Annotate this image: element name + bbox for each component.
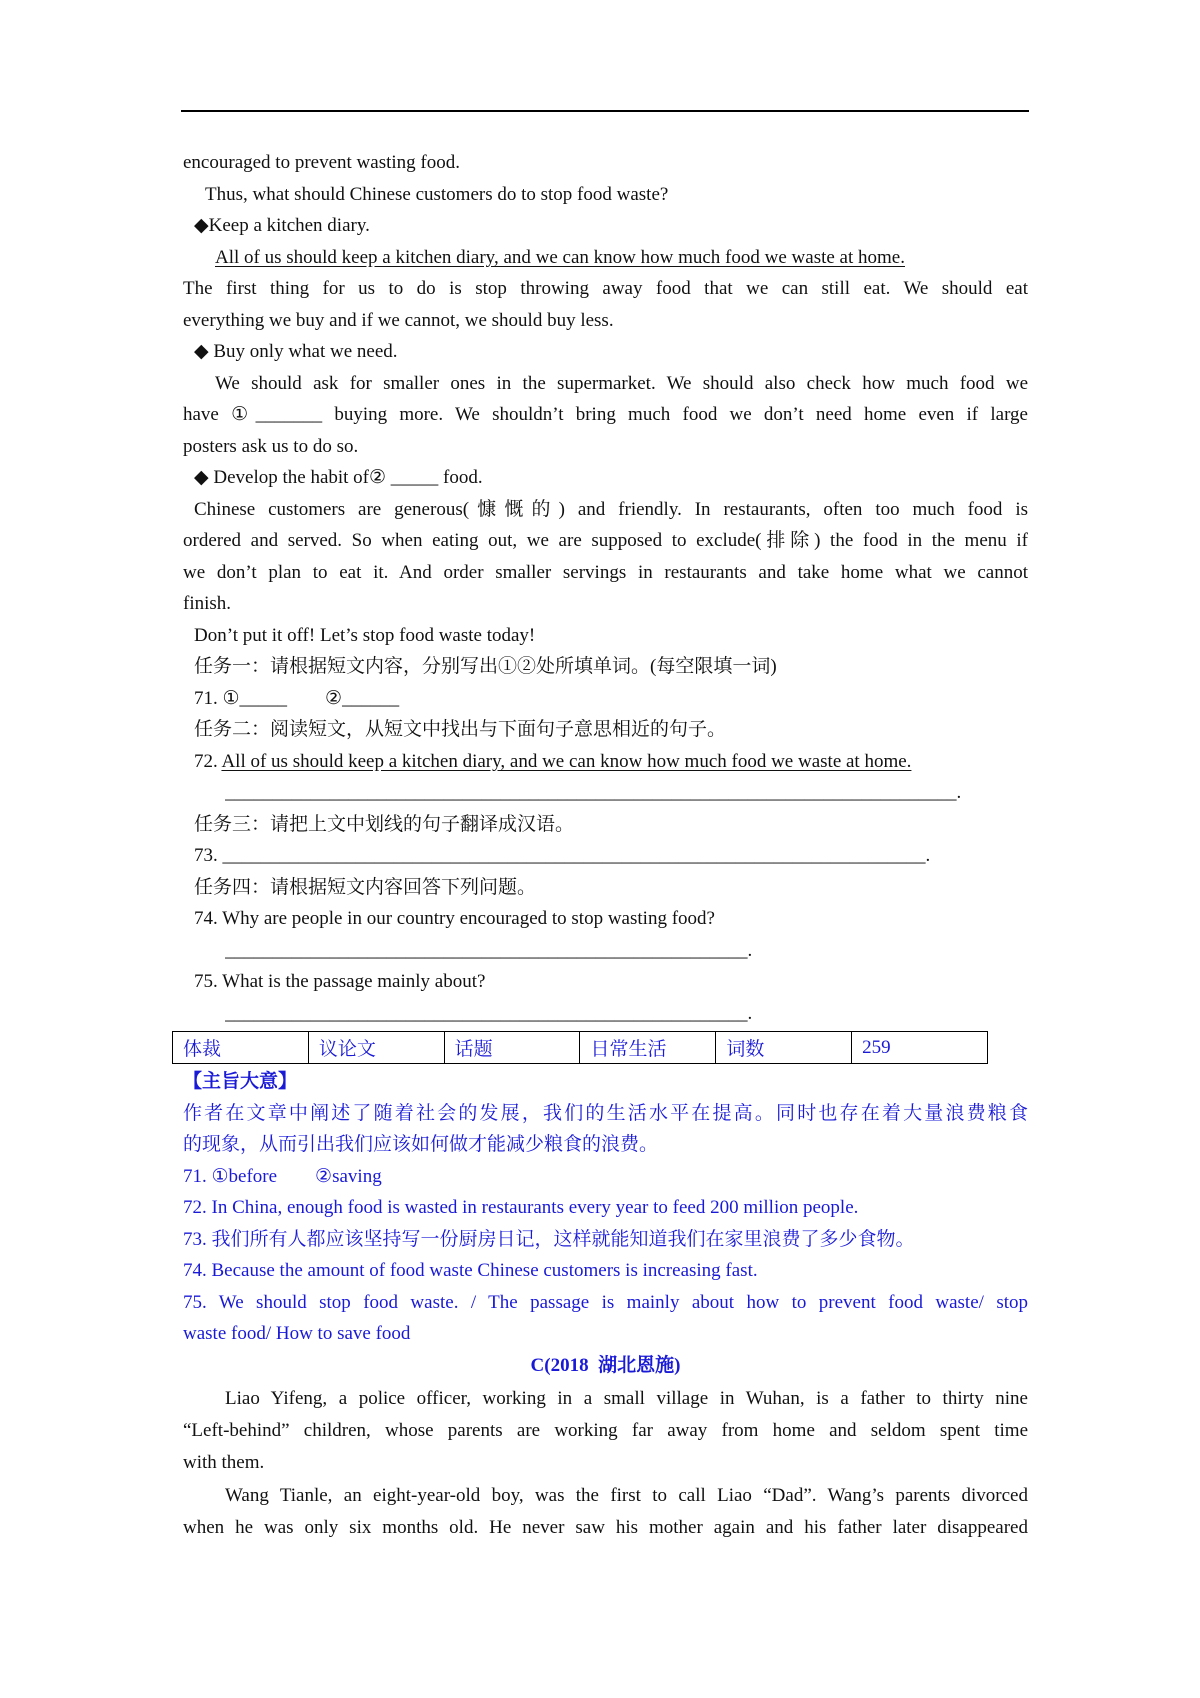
answer-blank: _______________________________________________________. — [225, 940, 753, 961]
table-cell: 词数 — [716, 1032, 852, 1064]
passage-line: Wang Tianle, an eight-year-old boy, was the first to call Liao “Dad”. Wang’s parents divorced — [225, 1485, 1028, 1506]
bullet-heading: ◆Keep a kitchen diary. — [194, 215, 370, 236]
table-cell: 话题 — [444, 1032, 580, 1064]
passage-line: The first thing for us to do is stop throwing away food that we can still eat. We should eat — [183, 278, 1028, 299]
answer-blank: _______________________________________________________. — [225, 1003, 753, 1024]
section-title: C(2018 湖北恩施) — [530, 1355, 681, 1376]
answer-71: 71. ①before ②saving — [183, 1166, 382, 1187]
question-75: 75. What is the passage mainly about? — [194, 971, 486, 992]
table-cell: 议论文 — [308, 1032, 444, 1064]
task-heading: 任务一：请根据短文内容，分别写出①②处所填单词。(每空限填一词) — [194, 656, 777, 677]
passage-line: ordered and served. So when eating out, we are supposed to exclude(排除) the food in the menu if — [183, 530, 1028, 551]
answer-75: 75. We should stop food waste. / The passage is mainly about how to prevent food waste/ stop — [183, 1292, 1028, 1313]
task-heading: 任务二：阅读短文，从短文中找出与下面句子意思相近的句子。 — [194, 719, 727, 740]
table-cell: 日常生活 — [580, 1032, 716, 1064]
passage-line: everything we buy and if we cannot, we should buy less. — [183, 310, 614, 331]
passage-line: We should ask for smaller ones in the supermarket. We should also check how much food we — [215, 373, 1028, 394]
question-73: 73. __________________________________________________________________________. — [194, 845, 931, 866]
question-71: 71. ①_____ ②______ — [194, 688, 400, 709]
task-heading: 任务四：请根据短文内容回答下列问题。 — [194, 877, 537, 898]
answer-heading: 【主旨大意】 — [183, 1071, 298, 1092]
task-heading: 任务三：请把上文中划线的句子翻译成汉语。 — [194, 814, 575, 835]
question-number: 72. — [194, 751, 222, 772]
answer-73: 73. 我们所有人都应该坚持写一份厨房日记，这样就能知道我们在家里浪费了多少食物。 — [183, 1229, 915, 1250]
answer-72: 72. In China, enough food is wasted in restaurants every year to feed 200 million people. — [183, 1197, 859, 1218]
question-74: 74. Why are people in our country encouraged to stop wasting food? — [194, 908, 715, 929]
underlined-sentence: All of us should keep a kitchen diary, and we can know how much food we waste at home. — [215, 247, 905, 268]
table-row — [173, 1032, 988, 1064]
bullet-heading: ◆ Buy only what we need. — [194, 341, 398, 362]
passage-line: Chinese customers are generous(慷慨的) and friendly. In restaurants, often too much food is — [194, 499, 1028, 520]
passage-line: “Left-behind” children, whose parents are working far away from home and seldom spent time — [183, 1420, 1028, 1441]
passage-line: we don’t plan to eat it. And order smaller servings in restaurants and take home what we cannot — [183, 562, 1028, 583]
header-rule — [181, 110, 1029, 112]
question-72-sentence: All of us should keep a kitchen diary, and we can know how much food we waste at home. — [221, 751, 912, 772]
table-cell: 259 — [852, 1032, 988, 1064]
passage-line: when he was only six months old. He never saw his mother again and his father later disappeared — [183, 1517, 1028, 1538]
passage-line: have ①_______ buying more. We shouldn’t bring much food we don’t need home even if large — [183, 404, 1028, 425]
passage-line: Don’t put it off! Let’s stop food waste today! — [194, 625, 536, 646]
answer-74: 74. Because the amount of food waste Chinese customers is increasing fast. — [183, 1260, 758, 1281]
table-cell: 体裁 — [173, 1032, 309, 1064]
passage-line: Liao Yifeng, a police officer, working in a small village in Wuhan, is a father to thirty nine — [225, 1388, 1028, 1409]
passage-line: finish. — [183, 593, 232, 614]
summary-line: 作者在文章中阐述了随着社会的发展，我们的生活水平在提高。同时也存在着大量浪费粮食 — [183, 1103, 1028, 1124]
info-table — [172, 1031, 988, 1064]
passage-line: Thus, what should Chinese customers do to stop food waste? — [205, 184, 669, 205]
passage-line: posters ask us to do so. — [183, 436, 359, 457]
question-72 — [194, 750, 1039, 774]
summary-line: 的现象，从而引出我们应该如何做才能减少粮食的浪费。 — [183, 1134, 659, 1155]
passage-line: with them. — [183, 1452, 265, 1473]
bullet-heading: ◆ Develop the habit of② _____ food. — [194, 467, 483, 488]
answer-blank: _____________________________________________________________________________. — [225, 782, 962, 803]
answer-75-cont: waste food/ How to save food — [183, 1323, 411, 1344]
passage-line: encouraged to prevent wasting food. — [183, 152, 460, 173]
